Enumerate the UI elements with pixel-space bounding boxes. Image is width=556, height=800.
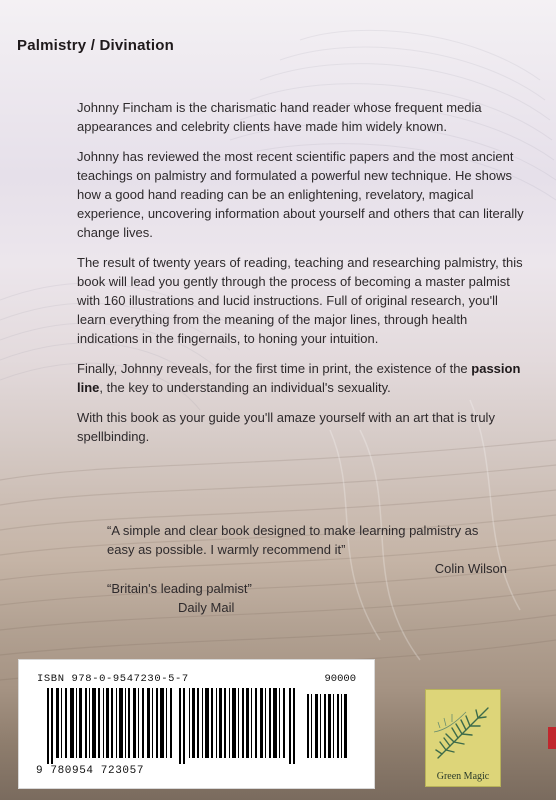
barcode-bars [39,688,359,764]
blurb-paragraph: The result of twenty years of reading, teaching and researching palmistry, this book will lead you gently through the process of becoming a master palmist with 160 illustrations and lucid instructions. Full of original research, you'll learn everything from the meaning of the major lines, through health indications in the fingernails, to honing your intuition. [77,255,523,346]
ean-number: 9 780954 723057 [36,765,145,777]
quote-text: “Britain's leading palmist” [107,581,252,596]
isbn-barcode [18,659,375,789]
blurb-paragraph: With this book as your guide you'll amaze yourself with an art that is truly spellbinding. [77,410,495,444]
blurb-paragraph: Johnny has reviewed the most recent scientific papers and the most ancient teachings on palmistry and formulated a powerful new technique. He shows how a good hand reading can be an enlightening, revelatory, magical experience, uncovering information about yourself and others that can literally change lives. [77,149,524,240]
back-cover-blurb [77,98,527,457]
blurb-text: , the key to understanding an individual's sexuality. [99,380,391,395]
spine-accent-mark [548,727,556,749]
blurb-paragraph: Johnny Fincham is the charismatic hand reader whose frequent media appearances and celebrity clients have made him widely known. [77,100,482,134]
fern-icon [426,692,500,772]
testimonial-quote [107,521,507,578]
passion-line-highlight: passion line [77,361,521,395]
price-addon-number: 90000 [324,673,356,685]
publisher-logo [425,689,501,787]
testimonial-quote [107,579,507,617]
blurb-paragraph [77,359,527,397]
quote-attribution: Daily Mail [178,600,235,615]
quote-text: “A simple and clear book designed to make learning palmistry as easy as possible. I warmly recommend it” [107,523,479,557]
isbn-number: ISBN 978-0-9547230-5-7 [37,673,189,685]
publisher-name: Green Magic [436,771,490,782]
blurb-text: Finally, Johnny reveals, for the first time in print, the existence of the [77,361,472,376]
category-heading: Palmistry / Divination [17,37,174,54]
quote-attribution: Colin Wilson [434,561,507,576]
